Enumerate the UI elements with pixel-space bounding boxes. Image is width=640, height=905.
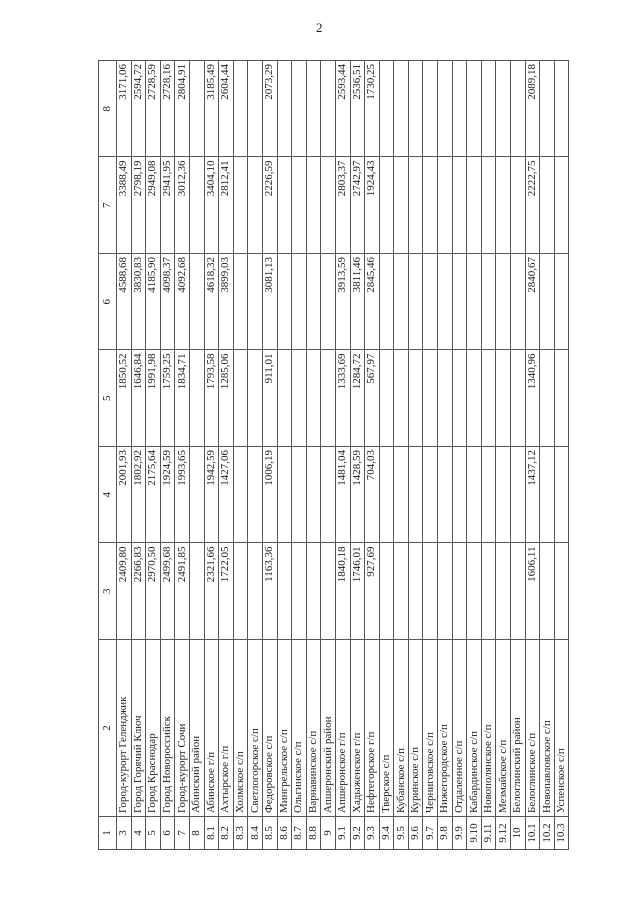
value-cell: 1746,01 xyxy=(350,543,365,640)
value-cell xyxy=(438,61,453,158)
value-cell xyxy=(438,254,453,351)
value-cell xyxy=(321,447,336,544)
row-number-cell: 10.3 xyxy=(554,817,569,850)
value-cell xyxy=(511,157,526,254)
value-cell xyxy=(452,447,467,544)
value-cell: 1730,25 xyxy=(365,61,380,158)
value-cell: 1802,92 xyxy=(131,447,146,544)
row-number-cell: 8.6 xyxy=(277,817,292,850)
value-cell xyxy=(306,61,321,158)
row-number-cell: 3 xyxy=(117,817,132,850)
value-cell xyxy=(554,61,569,158)
value-cell: 911,01 xyxy=(262,350,277,447)
value-cell xyxy=(394,254,409,351)
table-row xyxy=(511,61,526,850)
table-row xyxy=(394,61,409,850)
value-cell xyxy=(438,350,453,447)
value-cell xyxy=(321,254,336,351)
value-cell xyxy=(481,254,496,351)
value-cell: 1834,71 xyxy=(175,350,190,447)
value-cell xyxy=(481,350,496,447)
value-cell xyxy=(408,350,423,447)
value-cell: 2226,59 xyxy=(262,157,277,254)
value-cell xyxy=(292,157,307,254)
value-cell xyxy=(277,157,292,254)
table-row xyxy=(554,61,569,850)
row-number-cell: 9.9 xyxy=(452,817,467,850)
value-cell xyxy=(394,350,409,447)
value-cell: 1481,04 xyxy=(335,447,350,544)
value-cell xyxy=(452,61,467,158)
value-cell: 2499,68 xyxy=(160,543,175,640)
value-cell xyxy=(496,447,511,544)
value-cell: 4098,37 xyxy=(160,254,175,351)
value-cell xyxy=(233,254,248,351)
value-cell xyxy=(321,61,336,158)
value-cell xyxy=(467,157,482,254)
value-cell xyxy=(321,350,336,447)
row-number-cell: 8.8 xyxy=(306,817,321,850)
row-number-cell: 9.6 xyxy=(408,817,423,850)
name-cell: Абинское г/п xyxy=(204,640,219,817)
value-cell xyxy=(379,254,394,351)
value-cell: 2491,85 xyxy=(175,543,190,640)
name-cell: Светлогорское с/п xyxy=(248,640,263,817)
value-cell: 3830,83 xyxy=(131,254,146,351)
value-cell xyxy=(292,350,307,447)
name-cell: Новополянское с/п xyxy=(481,640,496,817)
value-cell: 1333,69 xyxy=(335,350,350,447)
value-cell xyxy=(554,350,569,447)
value-cell: 3899,03 xyxy=(219,254,234,351)
table-row xyxy=(350,61,365,850)
table-row xyxy=(262,61,277,850)
header-cell: 1 xyxy=(99,817,117,850)
row-number-cell: 8.3 xyxy=(233,817,248,850)
name-cell: Город Краснодар xyxy=(146,640,161,817)
header-cell: 6 xyxy=(99,254,117,351)
value-cell: 1924,59 xyxy=(160,447,175,544)
value-cell xyxy=(292,447,307,544)
value-cell: 3012,36 xyxy=(175,157,190,254)
value-cell xyxy=(467,350,482,447)
value-cell xyxy=(438,447,453,544)
value-cell: 2266,83 xyxy=(131,543,146,640)
value-cell: 1850,52 xyxy=(117,350,132,447)
name-cell: Черниговское с/п xyxy=(423,640,438,817)
value-cell xyxy=(233,543,248,640)
table-header-row xyxy=(99,61,117,850)
value-cell xyxy=(189,254,204,351)
value-cell xyxy=(379,447,394,544)
row-number-cell: 8.1 xyxy=(204,817,219,850)
value-cell xyxy=(540,157,555,254)
value-cell xyxy=(408,157,423,254)
value-cell xyxy=(277,543,292,640)
value-cell xyxy=(540,254,555,351)
name-cell: Новопавловское с/п xyxy=(540,640,555,817)
value-cell: 1428,59 xyxy=(350,447,365,544)
value-cell xyxy=(423,157,438,254)
value-cell: 3081,13 xyxy=(262,254,277,351)
value-cell: 1340,96 xyxy=(525,350,540,447)
name-cell: Варнавинское с/п xyxy=(306,640,321,817)
value-cell xyxy=(233,350,248,447)
rotated-table-frame xyxy=(98,60,568,850)
value-cell xyxy=(248,447,263,544)
name-cell: Город Горячий Ключ xyxy=(131,640,146,817)
row-number-cell: 10 xyxy=(511,817,526,850)
value-cell xyxy=(511,254,526,351)
value-cell: 3171,06 xyxy=(117,61,132,158)
row-number-cell: 9.11 xyxy=(481,817,496,850)
row-number-cell: 9.10 xyxy=(467,817,482,850)
name-cell: Апшеронский район xyxy=(321,640,336,817)
value-cell xyxy=(189,447,204,544)
value-cell: 2175,64 xyxy=(146,447,161,544)
value-cell xyxy=(189,157,204,254)
table-row xyxy=(365,61,380,850)
value-cell: 2840,67 xyxy=(525,254,540,351)
table-row xyxy=(525,61,540,850)
value-cell xyxy=(394,157,409,254)
value-cell: 2728,16 xyxy=(160,61,175,158)
value-cell: 1991,98 xyxy=(146,350,161,447)
value-cell xyxy=(408,254,423,351)
name-cell: Холмское с/п xyxy=(233,640,248,817)
value-cell xyxy=(292,254,307,351)
value-cell xyxy=(394,543,409,640)
value-cell xyxy=(540,61,555,158)
value-cell: 2001,93 xyxy=(117,447,132,544)
rotated-table-container xyxy=(98,60,568,850)
value-cell xyxy=(277,350,292,447)
value-cell xyxy=(467,61,482,158)
table-row xyxy=(438,61,453,850)
value-cell xyxy=(423,350,438,447)
value-cell xyxy=(452,254,467,351)
value-cell: 704,03 xyxy=(365,447,380,544)
value-cell: 1722,05 xyxy=(219,543,234,640)
value-cell xyxy=(481,447,496,544)
value-cell: 3185,49 xyxy=(204,61,219,158)
name-cell: Ахтырское г/п xyxy=(219,640,234,817)
value-cell xyxy=(452,350,467,447)
value-cell: 2594,72 xyxy=(131,61,146,158)
value-cell xyxy=(554,254,569,351)
row-number-cell: 6 xyxy=(160,817,175,850)
value-cell xyxy=(467,254,482,351)
name-cell: Ольгинское с/п xyxy=(292,640,307,817)
value-cell xyxy=(452,157,467,254)
value-cell: 2089,18 xyxy=(525,61,540,158)
value-cell: 2812,41 xyxy=(219,157,234,254)
row-number-cell: 8.4 xyxy=(248,817,263,850)
value-cell xyxy=(540,543,555,640)
table-row xyxy=(219,61,234,850)
table-row xyxy=(379,61,394,850)
table-row xyxy=(131,61,146,850)
value-cell: 4092,68 xyxy=(175,254,190,351)
row-number-cell: 8.2 xyxy=(219,817,234,850)
value-cell xyxy=(423,447,438,544)
value-cell xyxy=(511,447,526,544)
name-cell: Кабардинское с/п xyxy=(467,640,482,817)
value-cell xyxy=(481,157,496,254)
value-cell xyxy=(423,254,438,351)
row-number-cell: 9.5 xyxy=(394,817,409,850)
row-number-cell: 8 xyxy=(189,817,204,850)
value-cell xyxy=(540,350,555,447)
value-cell xyxy=(467,447,482,544)
value-cell xyxy=(481,61,496,158)
value-cell xyxy=(233,447,248,544)
value-cell: 4185,90 xyxy=(146,254,161,351)
table-row xyxy=(467,61,482,850)
value-cell xyxy=(233,61,248,158)
value-cell: 1793,58 xyxy=(204,350,219,447)
value-cell xyxy=(496,61,511,158)
table-row xyxy=(175,61,190,850)
value-cell xyxy=(467,543,482,640)
table-row xyxy=(146,61,161,850)
table-row xyxy=(117,61,132,850)
row-number-cell: 9 xyxy=(321,817,336,850)
value-cell xyxy=(277,447,292,544)
name-cell: Нефтегорское г/п xyxy=(365,640,380,817)
row-number-cell: 9.7 xyxy=(423,817,438,850)
name-cell: Белоглинский район xyxy=(511,640,526,817)
value-cell xyxy=(189,543,204,640)
value-cell xyxy=(321,543,336,640)
value-cell: 2593,44 xyxy=(335,61,350,158)
value-cell: 1993,65 xyxy=(175,447,190,544)
value-cell: 3404,10 xyxy=(204,157,219,254)
value-cell: 1942,59 xyxy=(204,447,219,544)
value-cell: 1840,18 xyxy=(335,543,350,640)
header-cell: 2 xyxy=(99,640,117,817)
name-cell: Город Новороссийск xyxy=(160,640,175,817)
table-row xyxy=(233,61,248,850)
value-cell xyxy=(511,61,526,158)
name-cell: Абинский район xyxy=(189,640,204,817)
name-cell: Успенское с/п xyxy=(554,640,569,817)
name-cell: Федоровское с/п xyxy=(262,640,277,817)
row-number-cell: 9.8 xyxy=(438,817,453,850)
value-cell xyxy=(394,447,409,544)
value-cell: 2798,19 xyxy=(131,157,146,254)
header-cell: 7 xyxy=(99,157,117,254)
row-number-cell: 8.5 xyxy=(262,817,277,850)
value-cell xyxy=(248,350,263,447)
header-cell: 4 xyxy=(99,447,117,544)
value-cell xyxy=(408,447,423,544)
table-row xyxy=(277,61,292,850)
value-cell xyxy=(496,350,511,447)
value-cell xyxy=(379,157,394,254)
value-cell: 2941,95 xyxy=(160,157,175,254)
table-row xyxy=(335,61,350,850)
value-cell: 2804,91 xyxy=(175,61,190,158)
value-cell xyxy=(481,543,496,640)
name-cell: Хадыженское г/п xyxy=(350,640,365,817)
value-cell xyxy=(423,61,438,158)
table-row xyxy=(423,61,438,850)
value-cell xyxy=(306,157,321,254)
row-number-cell: 9.12 xyxy=(496,817,511,850)
value-cell xyxy=(292,61,307,158)
value-cell: 2409,80 xyxy=(117,543,132,640)
header-cell: 3 xyxy=(99,543,117,640)
value-cell xyxy=(496,254,511,351)
value-cell: 3913,59 xyxy=(335,254,350,351)
value-cell: 1646,84 xyxy=(131,350,146,447)
value-cell xyxy=(554,447,569,544)
value-cell xyxy=(379,350,394,447)
value-cell: 567,97 xyxy=(365,350,380,447)
name-cell: Тверское с/п xyxy=(379,640,394,817)
value-cell: 2845,46 xyxy=(365,254,380,351)
header-cell: 8 xyxy=(99,61,117,158)
name-cell: Город-курорт Геленджик xyxy=(117,640,132,817)
value-cell xyxy=(438,543,453,640)
row-number-cell: 9.2 xyxy=(350,817,365,850)
table-body xyxy=(99,61,569,850)
value-cell: 2073,29 xyxy=(262,61,277,158)
value-cell xyxy=(321,157,336,254)
value-cell xyxy=(554,157,569,254)
table-row xyxy=(408,61,423,850)
value-cell: 4618,32 xyxy=(204,254,219,351)
value-cell xyxy=(496,157,511,254)
value-cell xyxy=(292,543,307,640)
row-number-cell: 8.7 xyxy=(292,817,307,850)
value-cell: 1606,11 xyxy=(525,543,540,640)
value-cell: 2604,44 xyxy=(219,61,234,158)
row-number-cell: 4 xyxy=(131,817,146,850)
value-cell xyxy=(496,543,511,640)
name-cell: Отдаленное с/п xyxy=(452,640,467,817)
value-cell: 1285,06 xyxy=(219,350,234,447)
value-cell: 2970,50 xyxy=(146,543,161,640)
value-cell xyxy=(248,543,263,640)
name-cell: Город-курорт Сочи xyxy=(175,640,190,817)
value-cell xyxy=(379,543,394,640)
value-cell xyxy=(540,447,555,544)
table-row xyxy=(248,61,263,850)
value-cell xyxy=(277,254,292,351)
value-cell xyxy=(306,254,321,351)
value-cell: 1427,06 xyxy=(219,447,234,544)
name-cell: Кубанское с/п xyxy=(394,640,409,817)
value-cell xyxy=(306,543,321,640)
row-number-cell: 9.1 xyxy=(335,817,350,850)
value-cell xyxy=(306,447,321,544)
value-cell: 1163,36 xyxy=(262,543,277,640)
name-cell: Куринское с/п xyxy=(408,640,423,817)
name-cell: Белоглинское с/п xyxy=(525,640,540,817)
table-row xyxy=(481,61,496,850)
value-cell xyxy=(277,61,292,158)
table-row xyxy=(160,61,175,850)
value-cell: 2949,08 xyxy=(146,157,161,254)
value-cell xyxy=(189,61,204,158)
value-cell xyxy=(554,543,569,640)
value-cell xyxy=(423,543,438,640)
table-row xyxy=(306,61,321,850)
name-cell: Мингрельское с/п xyxy=(277,640,292,817)
value-cell: 1006,19 xyxy=(262,447,277,544)
value-cell: 2803,37 xyxy=(335,157,350,254)
value-cell xyxy=(189,350,204,447)
value-cell xyxy=(248,254,263,351)
table-row xyxy=(292,61,307,850)
value-cell: 927,69 xyxy=(365,543,380,640)
value-cell: 2222,75 xyxy=(525,157,540,254)
name-cell: Мезмайское с/п xyxy=(496,640,511,817)
table-row xyxy=(321,61,336,850)
header-cell: 5 xyxy=(99,350,117,447)
value-cell: 1437,12 xyxy=(525,447,540,544)
value-cell xyxy=(408,543,423,640)
value-cell xyxy=(379,61,394,158)
value-cell: 2728,59 xyxy=(146,61,161,158)
value-cell xyxy=(408,61,423,158)
row-number-cell: 5 xyxy=(146,817,161,850)
table-row xyxy=(189,61,204,850)
value-cell xyxy=(438,157,453,254)
value-cell xyxy=(248,61,263,158)
name-cell: Нижегородское с/п xyxy=(438,640,453,817)
value-cell xyxy=(511,543,526,640)
table-row xyxy=(452,61,467,850)
value-cell xyxy=(248,157,263,254)
value-cell: 2321,66 xyxy=(204,543,219,640)
table-row xyxy=(496,61,511,850)
value-cell xyxy=(306,350,321,447)
value-cell: 2536,51 xyxy=(350,61,365,158)
row-number-cell: 9.3 xyxy=(365,817,380,850)
value-cell xyxy=(233,157,248,254)
value-cell xyxy=(511,350,526,447)
value-cell: 1284,72 xyxy=(350,350,365,447)
row-number-cell: 10.2 xyxy=(540,817,555,850)
value-cell: 1924,43 xyxy=(365,157,380,254)
table-row xyxy=(204,61,219,850)
value-cell: 1759,25 xyxy=(160,350,175,447)
value-cell: 4588,68 xyxy=(117,254,132,351)
value-cell: 2742,97 xyxy=(350,157,365,254)
table-row xyxy=(540,61,555,850)
name-cell: Апшеронское г/п xyxy=(335,640,350,817)
value-cell: 3811,46 xyxy=(350,254,365,351)
data-table xyxy=(98,60,569,850)
value-cell xyxy=(394,61,409,158)
row-number-cell: 9.4 xyxy=(379,817,394,850)
value-cell xyxy=(452,543,467,640)
row-number-cell: 10.1 xyxy=(525,817,540,850)
value-cell: 3388,49 xyxy=(117,157,132,254)
row-number-cell: 7 xyxy=(175,817,190,850)
page-number: 2 xyxy=(316,20,323,35)
